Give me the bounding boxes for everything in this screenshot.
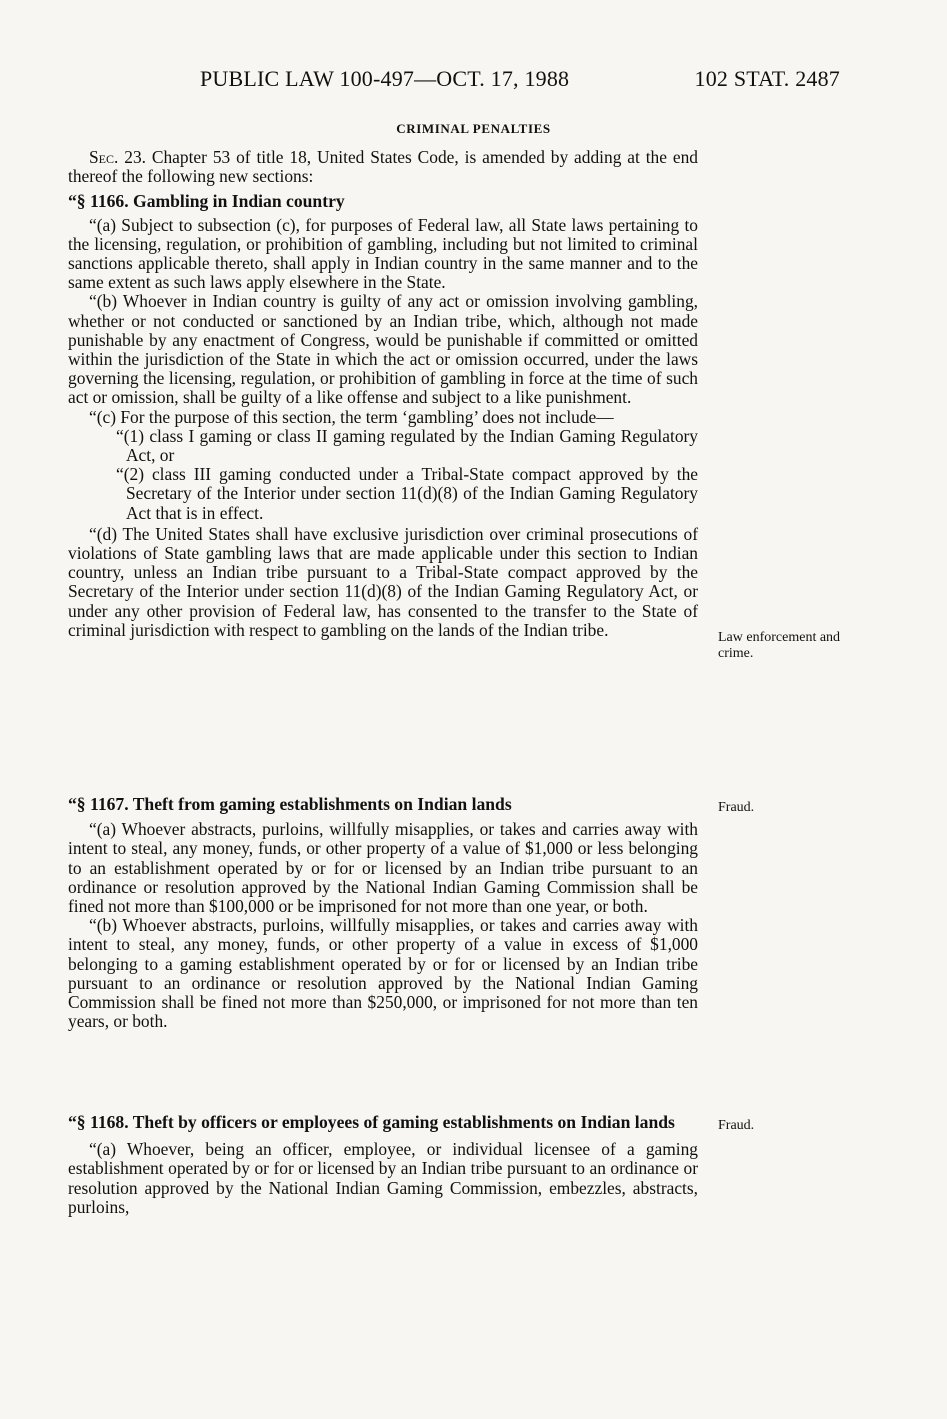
section-1166-b: “(b) Whoever in Indian country is guilty of any act or omission involving gambling, whether or not conducted or sanctioned by an Indian tribe, which, although not made punishable by any enactment of Congress, would be punishable if committed or omitted within the jurisdiction of the State in which the act or omission occurred, under the laws governing the licensing, regulation, or prohibition of gambling in force at the time of such act or omission, shall be guilty of a like offense and subject to a like punishment.	[68, 291, 698, 408]
section-1166-a: “(a) Subject to subsection (c), for purposes of Federal law, all State laws pertaining to the licensing, regulation, or prohibition of gambling, including but not limited to criminal sanctions applicable thereto, shall apply in Indian country in the same manner and to the same extent as such laws apply elsewhere in the State.	[68, 214, 698, 293]
section-1166-d: “(d) The United States shall have exclusive jurisdiction over criminal prosecutions of violations of State gambling laws that are made applicable under this section to Indian country, unless an Indian tribe pursuant to a Tribal-State compact approved by the Secretary of the Interior under section 11(d)(8) of the Indian Gaming Regulatory Act, or under any other provision of Federal law, has consented to the transfer to the State of criminal jurisdiction with respect to gambling on the lands of the Indian tribe.	[68, 523, 698, 640]
sec-23-text: Chapter 53 of title 18, United States Code, is amended by adding at the end thereof the following new sections:	[68, 147, 698, 187]
margin-note-fraud-1168: Fraud.	[718, 1118, 755, 1133]
public-law-citation: PUBLIC LAW 100-497—OCT. 17, 1988	[200, 66, 570, 91]
section-1166-c2: “(2) class III gaming conducted under a Tribal-State compact approved by the Secretary of the Interior under section 11(d)(8) of the Indian Gaming Regulatory Act that is in effect.	[116, 464, 698, 523]
section-1166-heading: “§ 1166. Gambling in Indian country	[68, 191, 345, 212]
section-heading: CRIMINAL PENALTIES	[396, 121, 551, 136]
section-1167-a: “(a) Whoever abstracts, purloins, willfully misapplies, or takes and carries away with intent to steal, any money, funds, or other property of a value of $1,000 or less belonging to an establishment operated by or for or licensed by an Indian tribe pursuant to an ordinance or resolution approved by the National Indian Gaming Commission shall be fined not more than $100,000 or be imprisoned for not more than one year, or both.	[68, 819, 698, 917]
main-column-1168	[68, 1113, 698, 1217]
section-1166-c1: “(1) class I gaming or class II gaming regulated by the Indian Gaming Regulatory Act, or	[116, 425, 698, 466]
section-1168-a: “(a) Whoever, being an officer, employee, or individual licensee of a gaming establishment operated by or for or licensed by an Indian tribe pursuant to an ordinance or resolution approved by the National Indian Gaming Commission, embezzles, abstracts, purloins,	[68, 1139, 698, 1217]
margin-note-fraud-1167: Fraud.	[718, 800, 755, 815]
section-1168-heading: “§ 1168. Theft by officers or employees of gaming establishments on Indian lands	[68, 1112, 675, 1132]
section-1167-b: “(b) Whoever abstracts, purloins, willfully misapplies, or takes and carries away with intent to steal, any money, funds, or other property of a value in excess of $1,000 belonging to a gaming establishment operated by or for or licensed by an Indian tribe pursuant to an ordinance or resolution approved by the National Indian Gaming Commission shall be fined not more than $250,000, or imprisoned for not more than ten years, or both.	[68, 915, 698, 1032]
running-header	[200, 66, 840, 98]
margin-note-law-enforcement: Law enforcement and crime.	[718, 630, 841, 661]
section-1167-heading: “§ 1167. Theft from gaming establishments on Indian lands	[68, 794, 512, 814]
main-column-1167	[68, 795, 698, 1031]
sec-23-label: Sec. 23.	[89, 147, 146, 167]
statute-page-number: 102 STAT. 2487	[694, 66, 840, 91]
section-1166-c: “(c) For the purpose of this section, the term ‘gambling’ does not include—	[89, 406, 614, 427]
sec-23-paragraph	[68, 148, 698, 186]
main-column-1166	[68, 148, 698, 640]
